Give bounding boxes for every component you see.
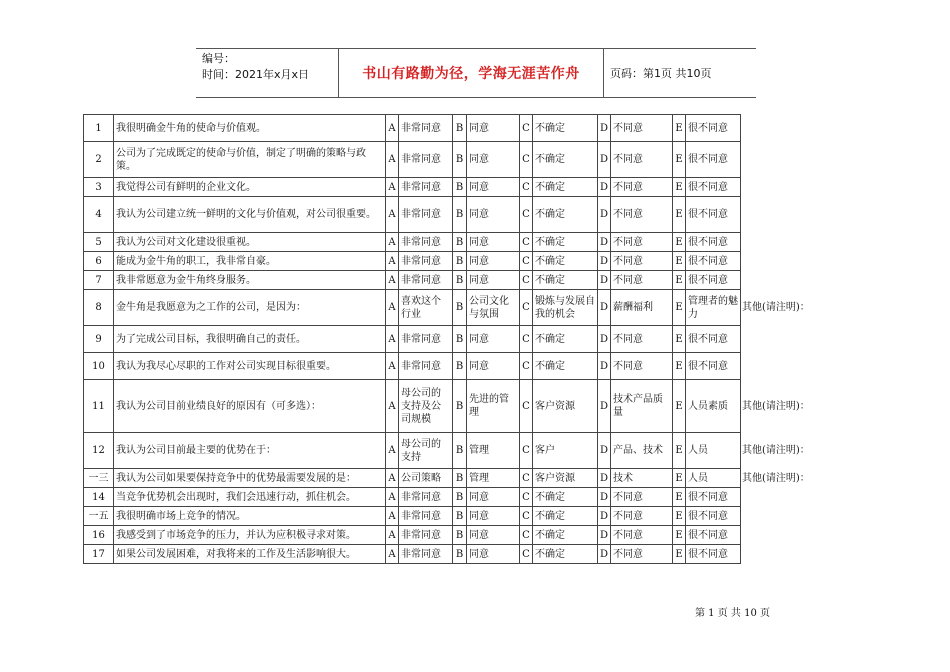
cell-c-text: 不确定 [532,544,598,564]
cell-a-letter: A [385,468,399,488]
cell-d-text: 不同意 [610,196,673,233]
cell-c-letter: C [519,487,533,507]
cell-d-letter: D [597,114,611,142]
cell-c-text: 不确定 [532,487,598,507]
cell-e-text: 很不同意 [685,251,741,271]
cell-question: 我认为公司对文化建设很重视。 [113,232,386,252]
cell-d-text: 薪酬福利 [610,289,673,326]
cell-no: 1 [83,114,114,142]
cell-e-letter: E [672,432,686,469]
cell-b-text: 同意 [466,544,520,564]
cell-d-text: 不同意 [610,352,673,380]
cell-b-text: 同意 [466,232,520,252]
cell-question: 为了完成公司目标，我很明确自己的责任。 [113,325,386,353]
cell-b-text: 同意 [466,525,520,545]
cell-b-letter: B [452,379,467,433]
cell-c-letter: C [519,325,533,353]
cell-no: 7 [83,270,114,290]
cell-e-letter: E [672,196,686,233]
cell-a-text: 非常同意 [398,544,453,564]
cell-c-letter: C [519,196,533,233]
cell-a-letter: A [385,196,399,233]
cell-d-text: 技术产品质量 [610,379,673,433]
cell-b-letter: B [452,544,467,564]
cell-no: 5 [83,232,114,252]
cell-d-text: 产品、技术 [610,432,673,469]
cell-no: 17 [83,544,114,564]
cell-a-text: 非常同意 [398,251,453,271]
cell-a-letter: A [385,432,399,469]
cell-e-text: 很不同意 [685,352,741,380]
cell-d-letter: D [597,432,611,469]
cell-e-text: 很不同意 [685,544,741,564]
cell-d-text: 不同意 [610,232,673,252]
cell-a-letter: A [385,141,399,178]
cell-d-letter: D [597,270,611,290]
cell-d-letter: D [597,232,611,252]
cell-c-letter: C [519,468,533,488]
cell-a-text: 非常同意 [398,232,453,252]
cell-d-text: 不同意 [610,177,673,197]
cell-a-text: 非常同意 [398,270,453,290]
cell-a-letter: A [385,525,399,545]
other-specify-label: 其他(请注明)： [742,400,810,412]
cell-e-text: 人员 [685,468,741,488]
cell-no: 10 [83,352,114,380]
cell-no: 2 [83,141,114,178]
cell-c-text: 不确定 [532,525,598,545]
cell-d-letter: D [597,352,611,380]
cell-b-letter: B [452,289,467,326]
document-time-label: 时间：2021年x月x日 [202,68,310,81]
cell-c-text: 客户资源 [532,379,598,433]
cell-no: 一三 [83,468,114,488]
cell-e-text: 很不同意 [685,141,741,178]
cell-question: 公司为了完成既定的使命与价值，制定了明确的策略与政策。 [113,141,386,178]
cell-no: 14 [83,487,114,507]
cell-d-letter: D [597,325,611,353]
cell-a-text: 非常同意 [398,525,453,545]
cell-a-text: 母公司的支持 [398,432,453,469]
cell-a-letter: A [385,251,399,271]
cell-e-letter: E [672,270,686,290]
cell-a-letter: A [385,232,399,252]
cell-e-letter: E [672,251,686,271]
cell-d-letter: D [597,487,611,507]
cell-b-letter: B [452,506,467,526]
cell-no: 12 [83,432,114,469]
cell-d-letter: D [597,506,611,526]
cell-b-text: 同意 [466,141,520,178]
cell-c-letter: C [519,177,533,197]
cell-c-letter: C [519,525,533,545]
cell-e-text: 人员 [685,432,741,469]
cell-c-letter: C [519,432,533,469]
cell-d-letter: D [597,196,611,233]
cell-c-text: 客户资源 [532,468,598,488]
cell-question: 我很明确金牛角的使命与价值观。 [113,114,386,142]
cell-b-text: 同意 [466,270,520,290]
cell-d-letter: D [597,177,611,197]
cell-a-text: 非常同意 [398,196,453,233]
cell-d-text: 不同意 [610,114,673,142]
cell-question: 金牛角是我愿意为之工作的公司，是因为： [113,289,386,326]
cell-a-text: 公司策略 [398,468,453,488]
page-header [196,48,756,98]
cell-e-text: 很不同意 [685,325,741,353]
cell-a-text: 非常同意 [398,352,453,380]
cell-no: 4 [83,196,114,233]
cell-a-letter: A [385,177,399,197]
cell-c-text: 不确定 [532,251,598,271]
cell-c-text: 不确定 [532,506,598,526]
cell-b-text: 同意 [466,506,520,526]
cell-b-text: 同意 [466,487,520,507]
cell-question: 能成为金牛角的职工，我非常自豪。 [113,251,386,271]
header-motto: 书山有路勤为径，学海无涯苦作舟 [338,49,604,97]
cell-a-text: 非常同意 [398,114,453,142]
cell-d-letter: D [597,544,611,564]
cell-b-letter: B [452,251,467,271]
cell-c-text: 不确定 [532,114,598,142]
cell-question: 当竞争优势机会出现时，我们会迅速行动，抓住机会。 [113,487,386,507]
cell-d-text: 不同意 [610,251,673,271]
cell-a-text: 非常同意 [398,177,453,197]
cell-c-letter: C [519,270,533,290]
cell-d-letter: D [597,251,611,271]
cell-c-text: 客户 [532,432,598,469]
cell-c-letter: C [519,544,533,564]
cell-question: 我认为公司如果要保持竞争中的优势最需要发展的是： [113,468,386,488]
cell-e-letter: E [672,141,686,178]
cell-a-text: 非常同意 [398,487,453,507]
cell-e-letter: E [672,177,686,197]
cell-e-letter: E [672,325,686,353]
cell-e-text: 很不同意 [685,196,741,233]
cell-c-text: 不确定 [532,141,598,178]
header-meta [202,51,309,83]
cell-c-letter: C [519,114,533,142]
cell-a-letter: A [385,114,399,142]
cell-a-text: 非常同意 [398,141,453,178]
page-footer: 第 1 页 共 10 页 [695,608,770,619]
cell-c-text: 不确定 [532,232,598,252]
cell-c-text: 不确定 [532,270,598,290]
cell-b-text: 同意 [466,196,520,233]
cell-c-letter: C [519,232,533,252]
cell-d-letter: D [597,141,611,178]
cell-no: 11 [83,379,114,433]
cell-d-letter: D [597,468,611,488]
cell-question: 我感受到了市场竞争的压力，并认为应积极寻求对策。 [113,525,386,545]
cell-c-text: 不确定 [532,352,598,380]
cell-d-letter: D [597,289,611,326]
other-specify-label: 其他(请注明)： [742,445,810,456]
cell-a-text: 母公司的支持及公司规模 [398,379,453,433]
cell-d-text: 不同意 [610,487,673,507]
cell-question: 我很明确市场上竞争的情况。 [113,506,386,526]
cell-b-letter: B [452,232,467,252]
cell-c-letter: C [519,352,533,380]
cell-b-letter: B [452,325,467,353]
cell-no: 一五 [83,506,114,526]
cell-c-text: 不确定 [532,177,598,197]
cell-b-letter: B [452,525,467,545]
cell-e-letter: E [672,232,686,252]
cell-d-text: 不同意 [610,325,673,353]
cell-no: 8 [83,289,114,326]
cell-b-text: 公司文化与氛围 [466,289,520,326]
cell-c-text: 不确定 [532,325,598,353]
cell-b-letter: B [452,352,467,380]
cell-d-text: 不同意 [610,506,673,526]
cell-c-letter: C [519,289,533,326]
cell-c-letter: C [519,141,533,178]
cell-question: 我觉得公司有鲜明的企业文化。 [113,177,386,197]
cell-d-letter: D [597,525,611,545]
cell-c-letter: C [519,379,533,433]
cell-question: 我非常愿意为金牛角终身服务。 [113,270,386,290]
cell-e-text: 很不同意 [685,525,741,545]
cell-d-letter: D [597,379,611,433]
cell-a-letter: A [385,289,399,326]
cell-b-text: 管理 [466,432,520,469]
cell-b-text: 同意 [466,352,520,380]
cell-no: 6 [83,251,114,271]
cell-a-letter: A [385,352,399,380]
cell-c-letter: C [519,251,533,271]
other-specify-label: 其他(请注明)： [742,472,810,484]
cell-e-letter: E [672,352,686,380]
cell-b-text: 先进的管理 [466,379,520,433]
cell-a-letter: A [385,506,399,526]
cell-question: 我认为公司建立统一鲜明的文化与价值观，对公司很重要。 [113,196,386,233]
cell-d-text: 不同意 [610,525,673,545]
cell-e-text: 很不同意 [685,506,741,526]
cell-no: 3 [83,177,114,197]
cell-b-letter: B [452,487,467,507]
other-specify-label: 其他(请注明)： [742,302,810,313]
cell-c-letter: C [519,506,533,526]
cell-question: 如果公司发展困难，对我将来的工作及生活影响很大。 [113,544,386,564]
cell-a-letter: A [385,544,399,564]
cell-e-text: 很不同意 [685,232,741,252]
cell-d-text: 不同意 [610,270,673,290]
cell-e-text: 人员素质 [685,379,741,433]
cell-e-letter: E [672,487,686,507]
cell-b-letter: B [452,270,467,290]
cell-question: 我认为公司目前业绩良好的原因有（可多选）： [113,379,386,433]
cell-b-text: 同意 [466,177,520,197]
cell-e-text: 很不同意 [685,487,741,507]
cell-e-letter: E [672,525,686,545]
cell-e-text: 很不同意 [685,114,741,142]
cell-e-letter: E [672,544,686,564]
cell-e-letter: E [672,468,686,488]
cell-d-text: 技术 [610,468,673,488]
cell-e-letter: E [672,506,686,526]
cell-question: 我认为公司目前最主要的优势在于： [113,432,386,469]
cell-b-text: 管理 [466,468,520,488]
cell-c-text: 不确定 [532,196,598,233]
cell-b-letter: B [452,468,467,488]
cell-b-letter: B [452,196,467,233]
cell-question: 我认为我尽心尽职的工作对公司实现目标很重要。 [113,352,386,380]
cell-a-text: 喜欢这个行业 [398,289,453,326]
cell-a-letter: A [385,325,399,353]
cell-no: 16 [83,525,114,545]
cell-e-letter: E [672,379,686,433]
cell-a-letter: A [385,270,399,290]
cell-a-text: 非常同意 [398,506,453,526]
cell-e-text: 很不同意 [685,177,741,197]
cell-c-text: 锻炼与发展自我的机会 [532,289,598,326]
cell-a-letter: A [385,487,399,507]
cell-no: 9 [83,325,114,353]
document-number-label: 编号： [202,52,235,65]
cell-a-letter: A [385,379,399,433]
cell-a-text: 非常同意 [398,325,453,353]
cell-d-text: 不同意 [610,544,673,564]
cell-b-text: 同意 [466,114,520,142]
header-page-number: 页码：第1页 共10页 [610,67,712,80]
cell-b-letter: B [452,114,467,142]
cell-b-letter: B [452,432,467,469]
cell-d-text: 不同意 [610,141,673,178]
cell-e-letter: E [672,289,686,326]
cell-b-text: 同意 [466,325,520,353]
cell-e-text: 管理者的魅力 [685,289,741,326]
cell-b-letter: B [452,141,467,178]
cell-e-letter: E [672,114,686,142]
cell-b-text: 同意 [466,251,520,271]
cell-e-text: 很不同意 [685,270,741,290]
cell-b-letter: B [452,177,467,197]
